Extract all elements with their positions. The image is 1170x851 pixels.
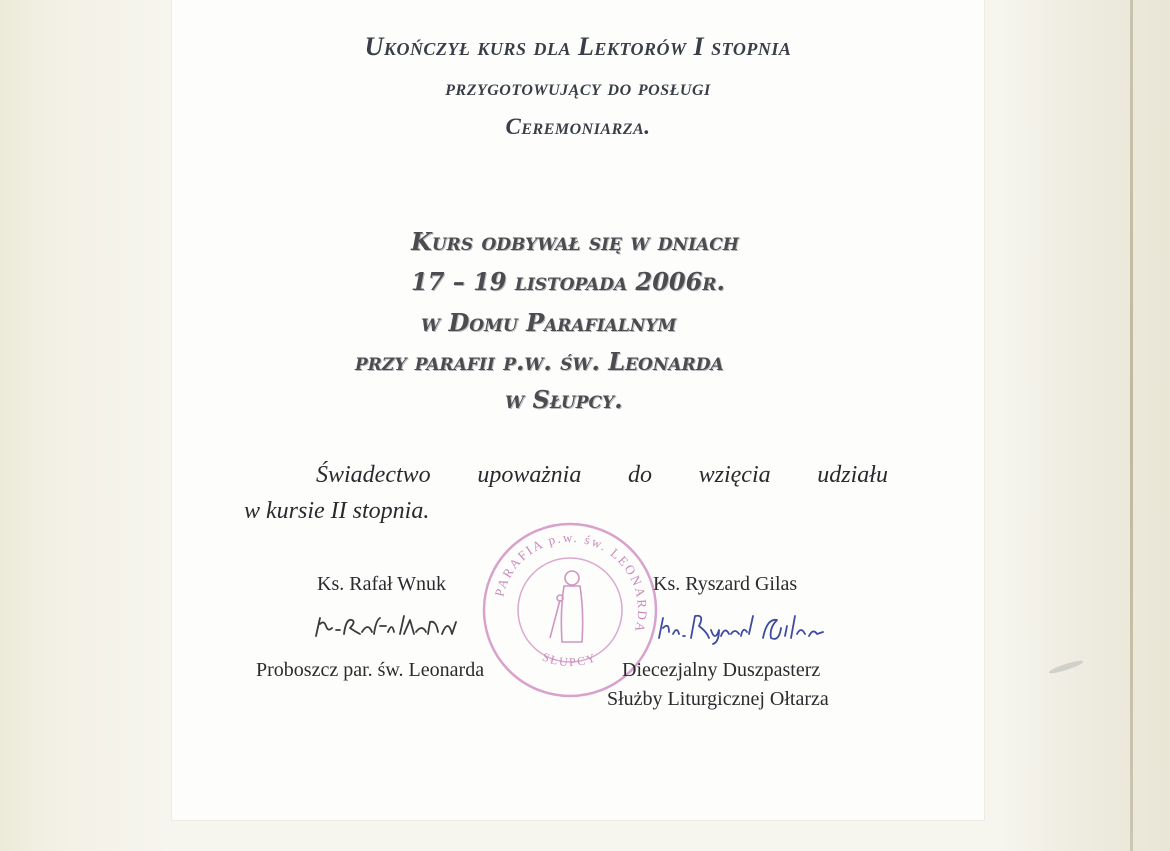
course-line-1: Kurs odbywał się w dniach xyxy=(411,227,739,256)
saint-figure xyxy=(550,571,583,642)
signatory-right-name: Ks. Ryszard Gilas xyxy=(653,573,798,595)
signatory-left-role: Proboszcz par. św. Leonarda xyxy=(256,659,485,681)
statement-word: upoważnia xyxy=(477,462,582,488)
statement-word: udziału xyxy=(817,462,888,488)
statement-line-2: w kursie II stopnia. xyxy=(244,498,430,524)
signatory-left-name: Ks. Rafał Wnuk xyxy=(317,573,447,595)
course-town: w Słupcy. xyxy=(505,385,623,414)
course-venue: w Domu Parafialnym xyxy=(421,308,677,337)
paper-edge xyxy=(1130,0,1133,851)
heading-line-1: Ukończył kurs dla Lektorów I stopnia xyxy=(364,32,792,61)
heading-line-2: przygotowujący do posługi xyxy=(445,75,711,100)
stamp-text: PARAFIA p.w. św. LEONARDA xyxy=(491,529,651,636)
statement-word: do xyxy=(627,462,652,488)
course-dates: 17 – 19 listopada 2006r. xyxy=(411,267,725,296)
svg-text:SŁUPCY xyxy=(540,650,599,670)
signature-left xyxy=(310,610,470,644)
course-parish: przy parafii p.w. św. Leonarda xyxy=(355,347,724,376)
heading-line-3: Ceremoniarza. xyxy=(505,114,651,139)
statement-word: wzięcia xyxy=(698,462,771,488)
stamp-city: SŁUPCY xyxy=(540,649,599,670)
signature-right xyxy=(655,608,835,646)
statement-word: Świadectwo xyxy=(316,462,431,488)
statement-line-1 xyxy=(316,462,888,489)
signatory-right-role-1: Diecezjalny Duszpasterz xyxy=(622,659,821,681)
signatory-right-role-2: Służby Liturgicznej Ołtarza xyxy=(607,688,829,710)
